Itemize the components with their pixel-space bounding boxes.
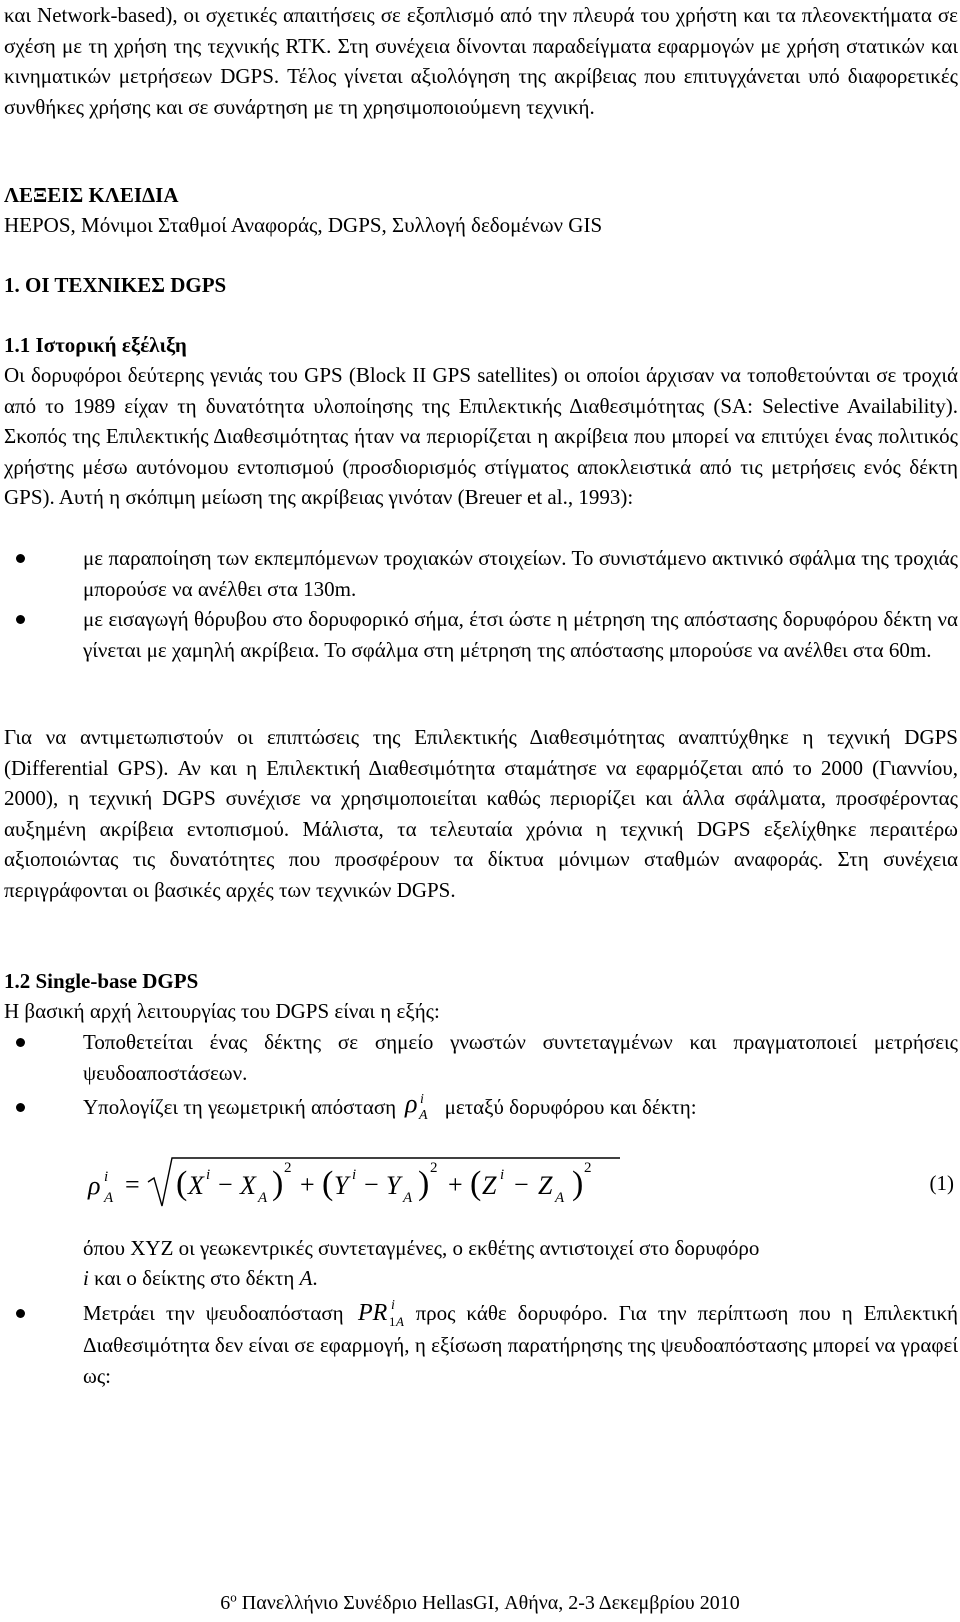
list-item xyxy=(4,543,958,604)
section-1-1-paragraph-2: Για να αντιμετωπιστούν οι επιπτώσεις της Επιλεκτικής Διαθεσιμότητας αναπτύχθηκε η τεχνική DGPS (Differential GPS). Αν και η Επιλεκτική Διαθεσιμότητα σταμάτησε να εφαρμόζεται από το 2000 (Γιαννίου, 2000), η τεχνική DGPS συνέχισε να χρησιμοποιείται καθώς περιορίζει και άλλα σφάλματα, προσφέροντας αυξημένη ακρίβεια εντοπισμού. Μάλιστα, τα τελευταία χρόνια η τεχνική DGPS εξελίχθηκε περαιτέρω αξιοποιώντας τις δυνατότητες που προσφέρουν τα δίκτυα μόνιμων σταθμών αναφοράς. Στη συνέχεια περιγράφονται οι βασικές αρχές των τεχνικών DGPS. xyxy=(4,725,958,902)
svg-text:+: + xyxy=(300,1170,315,1199)
svg-text:A: A xyxy=(258,1190,268,1206)
svg-text:i: i xyxy=(206,1167,211,1183)
bullet-prefix: Υπολογίζει τη γεωμετρική απόσταση xyxy=(83,1095,397,1119)
svg-text:2: 2 xyxy=(584,1160,592,1176)
svg-text:PR: PR xyxy=(357,1300,387,1327)
svg-text:i: i xyxy=(104,1169,109,1185)
bullet-icon xyxy=(16,1309,25,1318)
svg-text:A: A xyxy=(395,1314,404,1330)
svg-text:ρ: ρ xyxy=(88,1171,101,1200)
svg-text:=: = xyxy=(125,1170,140,1199)
svg-text:2: 2 xyxy=(284,1160,292,1176)
section-1-heading: 1. ΟΙ ΤΕΧΝΙΚΕΣ DGPS xyxy=(4,273,227,297)
svg-text:A: A xyxy=(403,1190,413,1206)
bullet-text xyxy=(83,1092,958,1124)
footer-superscript: ο xyxy=(230,1589,237,1605)
where-text xyxy=(83,1233,759,1264)
svg-text:−: − xyxy=(218,1170,233,1199)
bullet-text: Τοποθετείται ένας δέκτης σε σημείο γνωστών συντεταγμένων και πραγματοποιεί μετρήσεις ψευδοαποστάσεων. xyxy=(83,1030,958,1085)
svg-text:X: X xyxy=(240,1171,256,1200)
pr-inline-svg xyxy=(355,1296,407,1330)
svg-text:i: i xyxy=(500,1167,505,1183)
where-text-line-2 xyxy=(83,1263,318,1294)
page-footer xyxy=(0,1588,960,1619)
svg-text:X: X xyxy=(188,1171,204,1200)
rho-inline-symbol xyxy=(401,1090,439,1124)
list-item xyxy=(4,1293,958,1393)
footer-number: 6 xyxy=(220,1592,231,1614)
svg-text:−: − xyxy=(364,1170,379,1199)
bullet-icon xyxy=(16,615,25,624)
where-text-1: όπου XYZ οι γεωκεντρικές συντεταγμένες, ο εκθέτης αντιστοιχεί στο δορυφόρο xyxy=(83,1236,760,1260)
where-end: . xyxy=(312,1266,318,1290)
bullet-prefix: Μετράει την ψευδοαπόσταση xyxy=(83,1301,344,1325)
list-item xyxy=(4,1088,958,1128)
svg-text:(: ( xyxy=(470,1165,482,1202)
svg-text:+: + xyxy=(448,1170,463,1199)
svg-text:Z: Z xyxy=(538,1171,553,1200)
bullet-text: με παραποίηση των εκπεμπόμενων τροχιακών στοιχείων. Το συνιστάμενο ακτινικό σφάλμα της τροχιάς μπορούσε να ανέλθει στα 130m. xyxy=(83,546,958,601)
svg-text:Y: Y xyxy=(386,1171,401,1200)
where-i: i xyxy=(83,1266,89,1290)
bullet-icon xyxy=(16,554,25,563)
equation-1 xyxy=(60,1148,960,1218)
svg-text:2: 2 xyxy=(430,1160,438,1176)
svg-text:): ) xyxy=(272,1165,284,1202)
equation-svg xyxy=(60,1148,920,1218)
bullet-icon xyxy=(16,1038,25,1047)
bullet-text: με εισαγωγή θόρυβου στο δορυφορικό σήμα, έτσι ώστε η μέτρηση της απόστασης δορυφόρου δέκτη να γίνεται με χαμηλή ακρίβεια. Το σφάλμα στη μέτρηση της απόστασης μπορούσε να ανέλθει στα 60m. xyxy=(83,607,958,662)
svg-text:A: A xyxy=(104,1190,114,1206)
section-1-2-intro: Η βασική αρχή λειτουργίας του DGPS είναι η εξής: xyxy=(4,999,440,1023)
svg-text:): ) xyxy=(418,1165,430,1202)
svg-text:(: ( xyxy=(322,1165,334,1202)
section-1-2-heading: 1.2 Single-base DGPS xyxy=(4,969,199,993)
rho-inline-svg xyxy=(401,1090,439,1124)
keywords-text: HEPOS, Μόνιμοι Σταθμοί Αναφοράς, DGPS, Συλλογή δεδομένων GIS xyxy=(4,213,603,237)
footer-text: Πανελλήνιο Συνέδριο HellasGI, Αθήνα, 2-3 Δεκεμβρίου 2010 xyxy=(236,1592,740,1614)
svg-text:): ) xyxy=(572,1165,584,1202)
svg-text:i: i xyxy=(390,1298,395,1314)
where-a: A xyxy=(299,1266,313,1290)
svg-text:i: i xyxy=(420,1092,425,1108)
svg-text:(: ( xyxy=(176,1165,188,1202)
where-text-2: και ο δείκτης στο δέκτη xyxy=(88,1266,300,1290)
keywords-heading: ΛΕΞΕΙΣ ΚΛΕΙΔΙΑ xyxy=(4,183,179,207)
bullet-suffix: προς κάθε δορυφόρο. Για την περίπτωση που η Επιλεκτική Διαθεσιμότητα δεν είναι σε εφαρμογή, η εξίσωση παρατήρησης της ψευδοαπόστασης μπορεί να γραφεί ως: xyxy=(83,1301,959,1388)
section-1-1-paragraph: Οι δορυφόροι δεύτερης γενιάς του GPS (Block II GPS satellites) οι οποίοι άρχισαν να τοποθετούνται σε τροχιά από το 1989 είχαν τη δυνατότητα υλοποίησης της Επιλεκτικής Διαθεσιμότητας (SA: Selective Availability). Σκοπός της Επιλεκτικής Διαθεσιμότητας ήταν να περιορίζεται η ακρίβεια που μπορεί να επιτύχει ένας πολιτικός χρήστης μέσω αυτόνομου εντοπισμού (προσδιορισμός στίγματος αποκλειστικά από τις μετρήσεις ενός δέκτη GPS). Αυτή η σκόπιμη μείωση της ακρίβειας γινόταν (Breuer et al., 1993): xyxy=(4,363,958,509)
svg-text:A: A xyxy=(419,1108,428,1124)
svg-text:A: A xyxy=(555,1190,565,1206)
svg-text:1: 1 xyxy=(388,1314,396,1330)
svg-text:Z: Z xyxy=(482,1171,497,1200)
svg-text:−: − xyxy=(514,1170,529,1199)
section-1-1-heading: 1.1 Ιστορική εξέλιξη xyxy=(4,333,187,357)
list-item xyxy=(4,1027,958,1088)
svg-text:ρ: ρ xyxy=(405,1090,418,1119)
pr-inline-symbol xyxy=(355,1300,405,1330)
bullet-suffix: μεταξύ δορυφόρου και δέκτη: xyxy=(444,1095,697,1119)
intro-paragraph: και Network-based), οι σχετικές απαιτήσεις σε εξοπλισμό από την πλευρά του χρήστη και τα πλεονεκτήματα σε σχέση με τη χρήση της τεχνικής RTK. Στη συνέχεια δίνονται παραδείγματα εφαρμογών με χρήση στατικών και κινηματικών μετρήσεων DGPS. Τέλος γίνεται αξιολόγηση της ακρίβειας που επιτυγχάνεται υπό διαφορετικές συνθήκες χρήσης και σε συνάρτηση με τη χρησιμοποιούμενη τεχνική. xyxy=(4,3,958,119)
bullet-icon xyxy=(16,1103,25,1112)
svg-text:i: i xyxy=(352,1167,357,1183)
bullet-text xyxy=(83,1298,958,1391)
list-item xyxy=(4,604,958,696)
equation-number: (1) xyxy=(929,1171,954,1195)
svg-text:Y: Y xyxy=(334,1171,349,1200)
